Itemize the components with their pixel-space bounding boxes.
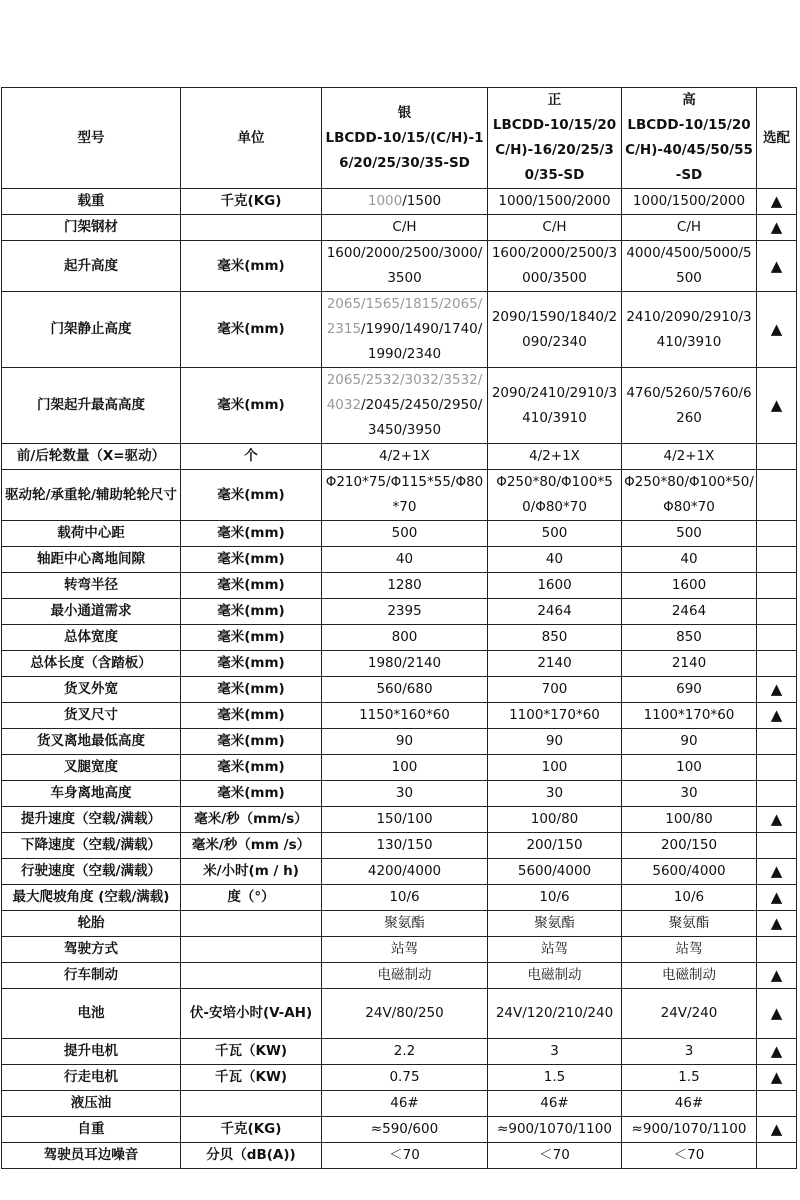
row-label: 提升速度（空载/满载） bbox=[2, 807, 181, 833]
table-row bbox=[2, 885, 797, 911]
row-unit: 千克(KG) bbox=[181, 1117, 322, 1143]
option-marker: ▲ bbox=[757, 677, 797, 703]
row-unit: 毫米/秒（mm /s） bbox=[181, 833, 322, 859]
value-model-1-text: 1980/2140 bbox=[367, 655, 442, 671]
row-unit bbox=[181, 911, 322, 937]
option-marker: ▲ bbox=[757, 1039, 797, 1065]
value-model-1-text: 560/680 bbox=[376, 681, 433, 697]
header-option: 选配 bbox=[757, 88, 797, 189]
value-model-3: 200/150 bbox=[622, 833, 757, 859]
row-label: 货叉尺寸 bbox=[2, 703, 181, 729]
row-unit: 毫米(mm) bbox=[181, 677, 322, 703]
row-label: 轮胎 bbox=[2, 911, 181, 937]
row-label: 前/后轮数量（X=驱动） bbox=[2, 444, 181, 470]
value-model-1 bbox=[322, 470, 488, 521]
table-row bbox=[2, 729, 797, 755]
value-model-2: 10/6 bbox=[488, 885, 622, 911]
value-model-3: 850 bbox=[622, 625, 757, 651]
table-row bbox=[2, 651, 797, 677]
option-marker: ▲ bbox=[757, 885, 797, 911]
value-model-1 bbox=[322, 781, 488, 807]
value-model-3: 100 bbox=[622, 755, 757, 781]
row-unit: 毫米(mm) bbox=[181, 368, 322, 444]
row-label: 行驶速度（空载/满载） bbox=[2, 859, 181, 885]
header-model-1-series: 银 bbox=[397, 104, 412, 121]
row-unit: 米/小时(m / h) bbox=[181, 859, 322, 885]
row-unit: 千瓦（KW) bbox=[181, 1039, 322, 1065]
value-model-3: 1100*170*60 bbox=[622, 703, 757, 729]
row-unit: 个 bbox=[181, 444, 322, 470]
value-model-3: 90 bbox=[622, 729, 757, 755]
value-model-1-text: 46# bbox=[390, 1095, 419, 1111]
value-model-2: 聚氨酯 bbox=[488, 911, 622, 937]
value-model-2: ＜70 bbox=[488, 1143, 622, 1169]
value-model-2: 5600/4000 bbox=[488, 859, 622, 885]
option-marker: ▲ bbox=[757, 963, 797, 989]
value-model-1 bbox=[322, 989, 488, 1039]
row-label: 驾驶员耳边噪音 bbox=[2, 1143, 181, 1169]
value-model-3: 3 bbox=[622, 1039, 757, 1065]
value-model-2: 90 bbox=[488, 729, 622, 755]
value-model-1 bbox=[322, 651, 488, 677]
value-model-1-text: 站驾 bbox=[391, 941, 418, 957]
row-label: 行车制动 bbox=[2, 963, 181, 989]
value-model-3: ≈900/1070/1100 bbox=[622, 1117, 757, 1143]
header-model-3-code: LBCDD-10/15/20C/H)-40/45/50/55-SD bbox=[625, 117, 753, 183]
value-model-1 bbox=[322, 1091, 488, 1117]
row-label: 载荷中心距 bbox=[2, 521, 181, 547]
value-model-3: 2410/2090/2910/3410/3910 bbox=[622, 292, 757, 368]
row-label: 叉腿宽度 bbox=[2, 755, 181, 781]
value-model-3: 1.5 bbox=[622, 1065, 757, 1091]
header-row bbox=[2, 88, 797, 189]
value-model-3: 站驾 bbox=[622, 937, 757, 963]
header-model-1 bbox=[322, 88, 488, 189]
table-row bbox=[2, 521, 797, 547]
value-model-1-text: 1600/2000/2500/3000/3500 bbox=[326, 245, 483, 286]
value-model-2: ≈900/1070/1100 bbox=[488, 1117, 622, 1143]
value-model-2: 40 bbox=[488, 547, 622, 573]
table-row bbox=[2, 470, 797, 521]
row-unit: 毫米/秒（mm/s） bbox=[181, 807, 322, 833]
option-marker bbox=[757, 833, 797, 859]
row-label: 门架静止高度 bbox=[2, 292, 181, 368]
row-unit: 毫米(mm) bbox=[181, 521, 322, 547]
row-unit: 毫米(mm) bbox=[181, 703, 322, 729]
value-model-1 bbox=[322, 1065, 488, 1091]
value-model-1 bbox=[322, 215, 488, 241]
row-label: 最大爬坡角度 (空载/满载) bbox=[2, 885, 181, 911]
option-marker bbox=[757, 444, 797, 470]
table-row bbox=[2, 781, 797, 807]
value-model-1 bbox=[322, 521, 488, 547]
value-model-1 bbox=[322, 937, 488, 963]
value-model-2: 2464 bbox=[488, 599, 622, 625]
row-label: 下降速度（空载/满载） bbox=[2, 833, 181, 859]
value-model-3: 2464 bbox=[622, 599, 757, 625]
value-model-2: C/H bbox=[488, 215, 622, 241]
option-marker bbox=[757, 937, 797, 963]
row-label: 门架钢材 bbox=[2, 215, 181, 241]
value-model-1-text: 500 bbox=[391, 525, 418, 541]
option-marker bbox=[757, 573, 797, 599]
row-unit bbox=[181, 1091, 322, 1117]
value-model-3: 10/6 bbox=[622, 885, 757, 911]
table-row bbox=[2, 1091, 797, 1117]
value-model-2: 24V/120/210/240 bbox=[488, 989, 622, 1039]
value-model-1-text: 150/100 bbox=[376, 811, 433, 827]
value-model-3: 500 bbox=[622, 521, 757, 547]
option-marker bbox=[757, 651, 797, 677]
value-model-1-gray: 1000 bbox=[367, 193, 403, 209]
value-model-3: 5600/4000 bbox=[622, 859, 757, 885]
value-model-1-text: /2045/2450/2950/3450/3950 bbox=[361, 397, 483, 438]
row-label: 驱动轮/承重轮/辅助轮轮尺寸 bbox=[2, 470, 181, 521]
option-marker: ▲ bbox=[757, 189, 797, 215]
row-unit: 分贝（dB(A)) bbox=[181, 1143, 322, 1169]
value-model-2: 46# bbox=[488, 1091, 622, 1117]
option-marker: ▲ bbox=[757, 989, 797, 1039]
option-marker bbox=[757, 1143, 797, 1169]
row-label: 转弯半径 bbox=[2, 573, 181, 599]
row-unit: 毫米(mm) bbox=[181, 470, 322, 521]
row-unit: 毫米(mm) bbox=[181, 547, 322, 573]
value-model-3: C/H bbox=[622, 215, 757, 241]
header-model-3 bbox=[622, 88, 757, 189]
table-row bbox=[2, 677, 797, 703]
value-model-1 bbox=[322, 833, 488, 859]
value-model-2: 1600 bbox=[488, 573, 622, 599]
value-model-2: 2090/2410/2910/3410/3910 bbox=[488, 368, 622, 444]
row-unit: 毫米(mm) bbox=[181, 241, 322, 292]
table-row bbox=[2, 989, 797, 1039]
option-marker: ▲ bbox=[757, 1117, 797, 1143]
table-row bbox=[2, 937, 797, 963]
value-model-2: 100/80 bbox=[488, 807, 622, 833]
table-row bbox=[2, 703, 797, 729]
option-marker: ▲ bbox=[757, 807, 797, 833]
value-model-2: 电磁制动 bbox=[488, 963, 622, 989]
option-marker bbox=[757, 1091, 797, 1117]
header-unit: 单位 bbox=[181, 88, 322, 189]
option-marker bbox=[757, 470, 797, 521]
value-model-1 bbox=[322, 573, 488, 599]
value-model-2: 100 bbox=[488, 755, 622, 781]
option-marker: ▲ bbox=[757, 368, 797, 444]
row-unit: 毫米(mm) bbox=[181, 625, 322, 651]
table-row bbox=[2, 859, 797, 885]
value-model-2: Φ250*80/Φ100*50/Φ80*70 bbox=[488, 470, 622, 521]
option-marker bbox=[757, 781, 797, 807]
spec-table-body bbox=[2, 88, 797, 1169]
row-unit: 毫米(mm) bbox=[181, 599, 322, 625]
row-unit: 毫米(mm) bbox=[181, 292, 322, 368]
value-model-1 bbox=[322, 963, 488, 989]
value-model-2: 站驾 bbox=[488, 937, 622, 963]
header-model-3-series: 高 bbox=[682, 92, 696, 108]
table-row bbox=[2, 833, 797, 859]
value-model-1 bbox=[322, 625, 488, 651]
value-model-3: 电磁制动 bbox=[622, 963, 757, 989]
value-model-1 bbox=[322, 241, 488, 292]
value-model-1-text: 电磁制动 bbox=[377, 967, 432, 983]
row-label: 起升高度 bbox=[2, 241, 181, 292]
row-unit: 毫米(mm) bbox=[181, 781, 322, 807]
option-marker bbox=[757, 625, 797, 651]
row-label: 货叉外宽 bbox=[2, 677, 181, 703]
table-row bbox=[2, 189, 797, 215]
value-model-2: 500 bbox=[488, 521, 622, 547]
table-row bbox=[2, 215, 797, 241]
row-label: 自重 bbox=[2, 1117, 181, 1143]
table-row bbox=[2, 963, 797, 989]
table-row bbox=[2, 1039, 797, 1065]
value-model-1 bbox=[322, 807, 488, 833]
value-model-1-text: 2395 bbox=[387, 603, 422, 619]
value-model-3: 690 bbox=[622, 677, 757, 703]
row-label: 轴距中心离地间隙 bbox=[2, 547, 181, 573]
value-model-1 bbox=[322, 885, 488, 911]
value-model-2: 4/2+1X bbox=[488, 444, 622, 470]
value-model-1 bbox=[322, 292, 488, 368]
value-model-1-text: 90 bbox=[395, 733, 414, 749]
value-model-1-text: 0.75 bbox=[389, 1069, 420, 1085]
value-model-1 bbox=[322, 189, 488, 215]
value-model-2: 30 bbox=[488, 781, 622, 807]
value-model-1-text: 130/150 bbox=[376, 837, 433, 853]
header-model: 型号 bbox=[2, 88, 181, 189]
value-model-2: 850 bbox=[488, 625, 622, 651]
value-model-1-text: 24V/80/250 bbox=[365, 1005, 444, 1021]
row-label: 电池 bbox=[2, 989, 181, 1039]
header-model-2-code: LBCDD-10/15/20C/H)-16/20/25/30/35-SD bbox=[492, 117, 617, 183]
table-row bbox=[2, 241, 797, 292]
option-marker: ▲ bbox=[757, 241, 797, 292]
value-model-3: 2140 bbox=[622, 651, 757, 677]
header-model-2-series: 正 bbox=[547, 92, 562, 108]
value-model-1 bbox=[322, 677, 488, 703]
row-unit: 毫米(mm) bbox=[181, 729, 322, 755]
value-model-2: 3 bbox=[488, 1039, 622, 1065]
table-row bbox=[2, 573, 797, 599]
value-model-1 bbox=[322, 599, 488, 625]
value-model-3: 30 bbox=[622, 781, 757, 807]
value-model-1 bbox=[322, 1039, 488, 1065]
value-model-1 bbox=[322, 859, 488, 885]
value-model-2: 2090/1590/1840/2090/2340 bbox=[488, 292, 622, 368]
option-marker: ▲ bbox=[757, 292, 797, 368]
row-label: 总体宽度 bbox=[2, 625, 181, 651]
row-unit: 毫米(mm) bbox=[181, 573, 322, 599]
value-model-1-text: 30 bbox=[395, 785, 414, 801]
row-unit: 毫米(mm) bbox=[181, 755, 322, 781]
row-label: 最小通道需求 bbox=[2, 599, 181, 625]
table-row bbox=[2, 444, 797, 470]
value-model-1-gray: 2065/1565/1815/2065/2315 bbox=[326, 296, 483, 337]
row-label: 货叉离地最低高度 bbox=[2, 729, 181, 755]
value-model-1 bbox=[322, 444, 488, 470]
value-model-1-text: 4200/4000 bbox=[367, 863, 442, 879]
value-model-2: 1000/1500/2000 bbox=[488, 189, 622, 215]
value-model-3: ＜70 bbox=[622, 1143, 757, 1169]
header-model-1-code: LBCDD-10/15/(C/H)-16/20/25/30/35-SD bbox=[325, 129, 484, 171]
value-model-1-text: 1280 bbox=[387, 577, 422, 593]
value-model-1 bbox=[322, 1117, 488, 1143]
table-row bbox=[2, 625, 797, 651]
value-model-3: 4/2+1X bbox=[622, 444, 757, 470]
row-unit: 千克(KG) bbox=[181, 189, 322, 215]
row-unit bbox=[181, 215, 322, 241]
value-model-1-text: 10/6 bbox=[389, 889, 420, 905]
value-model-1-text: 40 bbox=[395, 551, 414, 567]
row-unit: 度（°） bbox=[181, 885, 322, 911]
value-model-1 bbox=[322, 911, 488, 937]
value-model-2: 1600/2000/2500/3000/3500 bbox=[488, 241, 622, 292]
value-model-1-text: 4/2+1X bbox=[379, 448, 430, 464]
table-row bbox=[2, 755, 797, 781]
value-model-2: 1.5 bbox=[488, 1065, 622, 1091]
row-label: 提升电机 bbox=[2, 1039, 181, 1065]
table-row bbox=[2, 911, 797, 937]
value-model-3: Φ250*80/Φ100*50/Φ80*70 bbox=[622, 470, 757, 521]
option-marker bbox=[757, 547, 797, 573]
option-marker: ▲ bbox=[757, 703, 797, 729]
row-label: 总体长度（含踏板） bbox=[2, 651, 181, 677]
value-model-1 bbox=[322, 1143, 488, 1169]
value-model-2: 1100*170*60 bbox=[488, 703, 622, 729]
row-label: 载重 bbox=[2, 189, 181, 215]
value-model-1-gray: 2065/2532/3032/3532/4032 bbox=[326, 372, 483, 413]
row-unit bbox=[181, 963, 322, 989]
option-marker bbox=[757, 599, 797, 625]
header-model-2 bbox=[488, 88, 622, 189]
value-model-1-text: /1990/1490/1740/1990/2340 bbox=[361, 321, 483, 362]
table-row bbox=[2, 807, 797, 833]
value-model-3: 聚氨酯 bbox=[622, 911, 757, 937]
row-label: 驾驶方式 bbox=[2, 937, 181, 963]
row-label: 液压油 bbox=[2, 1091, 181, 1117]
table-row bbox=[2, 1143, 797, 1169]
value-model-3: 40 bbox=[622, 547, 757, 573]
option-marker: ▲ bbox=[757, 1065, 797, 1091]
option-marker: ▲ bbox=[757, 911, 797, 937]
value-model-1-text: Φ210*75/Φ115*55/Φ80*70 bbox=[325, 474, 484, 515]
row-label: 车身离地高度 bbox=[2, 781, 181, 807]
value-model-1-text: 2.2 bbox=[393, 1043, 416, 1059]
value-model-1-text: 1150*160*60 bbox=[359, 707, 450, 723]
table-row bbox=[2, 292, 797, 368]
value-model-2: 700 bbox=[488, 677, 622, 703]
value-model-1 bbox=[322, 547, 488, 573]
row-unit bbox=[181, 937, 322, 963]
row-unit: 伏-安培小时(V-AH) bbox=[181, 989, 322, 1039]
option-marker bbox=[757, 521, 797, 547]
option-marker: ▲ bbox=[757, 859, 797, 885]
option-marker: ▲ bbox=[757, 215, 797, 241]
value-model-3: 4000/4500/5000/5500 bbox=[622, 241, 757, 292]
value-model-2: 200/150 bbox=[488, 833, 622, 859]
option-marker bbox=[757, 755, 797, 781]
table-row bbox=[2, 1117, 797, 1143]
value-model-1-text: C/H bbox=[392, 219, 417, 235]
value-model-1-text: ＜70 bbox=[389, 1147, 420, 1163]
value-model-2: 2140 bbox=[488, 651, 622, 677]
value-model-3: 1600 bbox=[622, 573, 757, 599]
value-model-3: 24V/240 bbox=[622, 989, 757, 1039]
value-model-1-text: /1500 bbox=[402, 193, 442, 209]
row-unit: 千瓦（KW) bbox=[181, 1065, 322, 1091]
value-model-3: 4760/5260/5760/6260 bbox=[622, 368, 757, 444]
value-model-3: 100/80 bbox=[622, 807, 757, 833]
table-row bbox=[2, 599, 797, 625]
table-row bbox=[2, 368, 797, 444]
table-row bbox=[2, 1065, 797, 1091]
value-model-1 bbox=[322, 368, 488, 444]
row-unit: 毫米(mm) bbox=[181, 651, 322, 677]
spec-table bbox=[1, 87, 797, 1169]
value-model-1-text: 100 bbox=[391, 759, 418, 775]
row-label: 门架起升最高高度 bbox=[2, 368, 181, 444]
value-model-1 bbox=[322, 703, 488, 729]
value-model-1-text: 800 bbox=[391, 629, 418, 645]
value-model-3: 46# bbox=[622, 1091, 757, 1117]
row-label: 行走电机 bbox=[2, 1065, 181, 1091]
value-model-1 bbox=[322, 755, 488, 781]
value-model-1-text: ≈590/600 bbox=[370, 1121, 439, 1137]
table-row bbox=[2, 547, 797, 573]
option-marker bbox=[757, 729, 797, 755]
value-model-3: 1000/1500/2000 bbox=[622, 189, 757, 215]
value-model-1 bbox=[322, 729, 488, 755]
value-model-1-text: 聚氨酯 bbox=[384, 915, 425, 931]
